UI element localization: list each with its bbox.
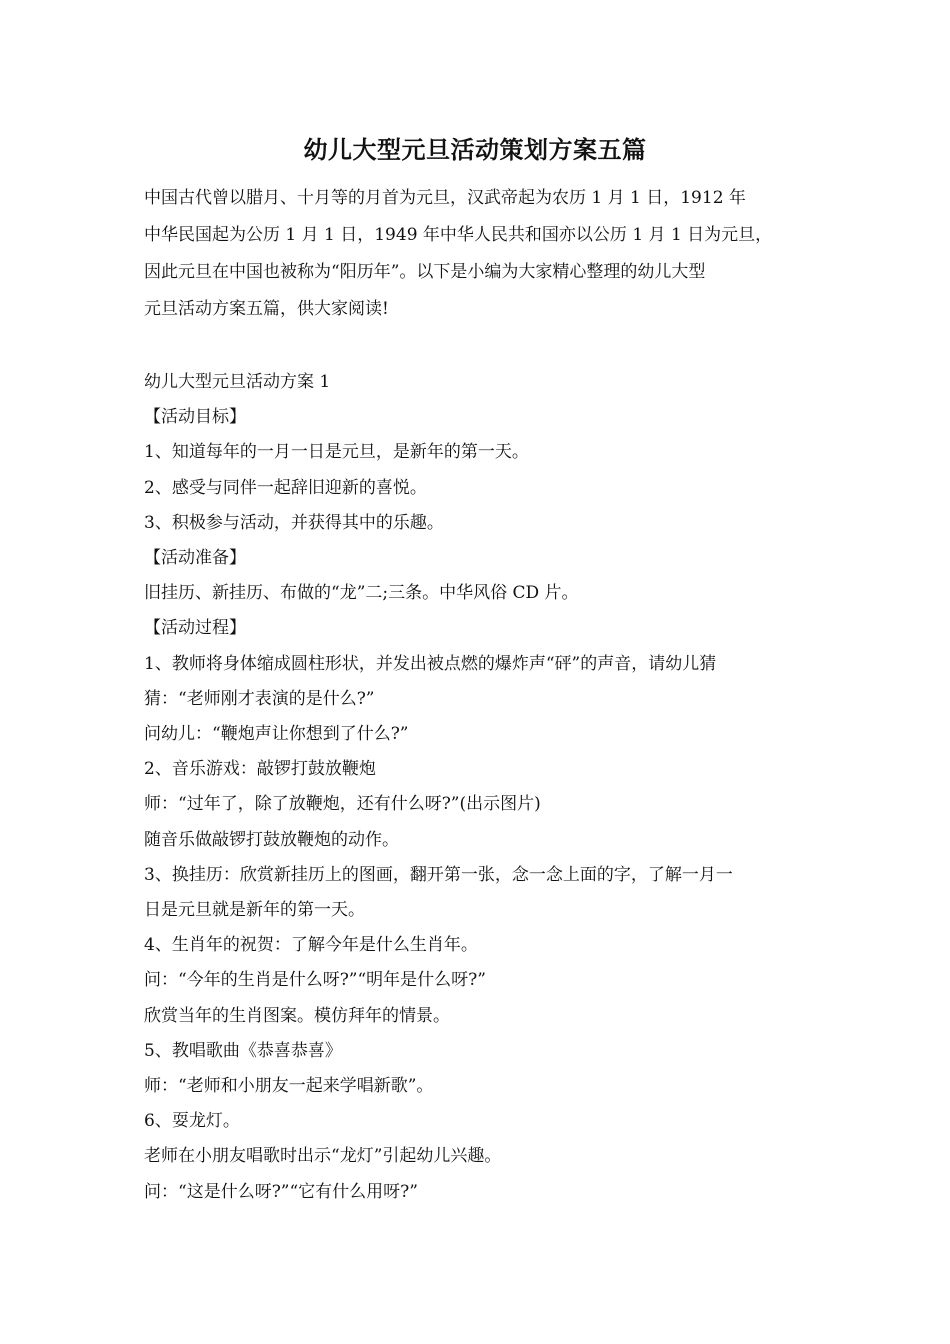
text-line: 问幼儿：“鞭炮声让你想到了什么?” <box>144 724 409 745</box>
text-line: 2、音乐游戏：敲锣打鼓放鞭炮 <box>144 759 376 780</box>
text-line: 猜：“老师刚才表演的是什么?” <box>144 688 375 709</box>
section-heading: 幼儿大型元旦活动方案 1 <box>144 372 331 392</box>
text-line: 老师在小朋友唱歌时出示“龙灯”引起幼儿兴趣。 <box>144 1146 502 1167</box>
intro-line: 中华民国起为公历 1 月 1 日，1949 年中华人民共和国亦以公历 1 月 1 日为元旦， <box>144 225 773 245</box>
plan-section-1 <box>144 365 824 1210</box>
text-line: 4、生肖年的祝贺：了解今年是什么生肖年。 <box>144 935 478 956</box>
intro-line: 中国古代曾以腊月、十月等的月首为元旦，汉武帝起为农历 1 月 1 日，1912 年 <box>144 188 746 208</box>
subheading-process: 【活动过程】 <box>144 618 246 639</box>
text-line: 5、教唱歌曲《恭喜恭喜》 <box>144 1040 342 1061</box>
text-line: 师：“过年了，除了放鞭炮，还有什么呀?”(出示图片) <box>144 794 541 815</box>
text-line: 欣赏当年的生肖图案。模仿拜年的情景。 <box>144 1005 450 1026</box>
text-line: 旧挂历、新挂历、布做的“龙”二;三条。中华风俗 CD 片。 <box>144 583 579 604</box>
text-line: 3、换挂历：欣赏新挂历上的图画，翻开第一张，念一念上面的字，了解一月一 <box>144 864 733 885</box>
subheading-goals: 【活动目标】 <box>144 407 246 428</box>
text-line: 随音乐做敲锣打鼓放鞭炮的动作。 <box>144 829 399 850</box>
text-line: 3、积极参与活动，并获得其中的乐趣。 <box>144 512 444 533</box>
text-line: 问：“这是什么呀?”“它有什么用呀?” <box>144 1181 418 1202</box>
intro-line: 因此元旦在中国也被称为“阳历年”。以下是小编为大家精心整理的幼儿大型 <box>144 262 706 282</box>
text-line: 6、耍龙灯。 <box>144 1111 240 1132</box>
document-body <box>144 180 824 1210</box>
text-line: 问：“今年的生肖是什么呀?”“明年是什么呀?” <box>144 970 486 991</box>
text-line: 2、感受与同伴一起辞旧迎新的喜悦。 <box>144 477 427 498</box>
text-line: 1、教师将身体缩成圆柱形状，并发出被点燃的爆炸声“砰”的声音，请幼儿猜 <box>144 653 717 674</box>
text-line: 1、知道每年的一月一日是元旦，是新年的第一天。 <box>144 442 529 463</box>
intro-line: 元旦活动方案五篇，供大家阅读! <box>144 299 389 319</box>
subheading-preparation: 【活动准备】 <box>144 548 246 569</box>
document-title: 幼儿大型元旦活动策划方案五篇 <box>303 135 647 164</box>
text-line: 日是元旦就是新年的第一天。 <box>144 900 365 921</box>
text-line: 师：“老师和小朋友一起来学唱新歌”。 <box>144 1076 434 1097</box>
intro-paragraph <box>144 180 824 328</box>
